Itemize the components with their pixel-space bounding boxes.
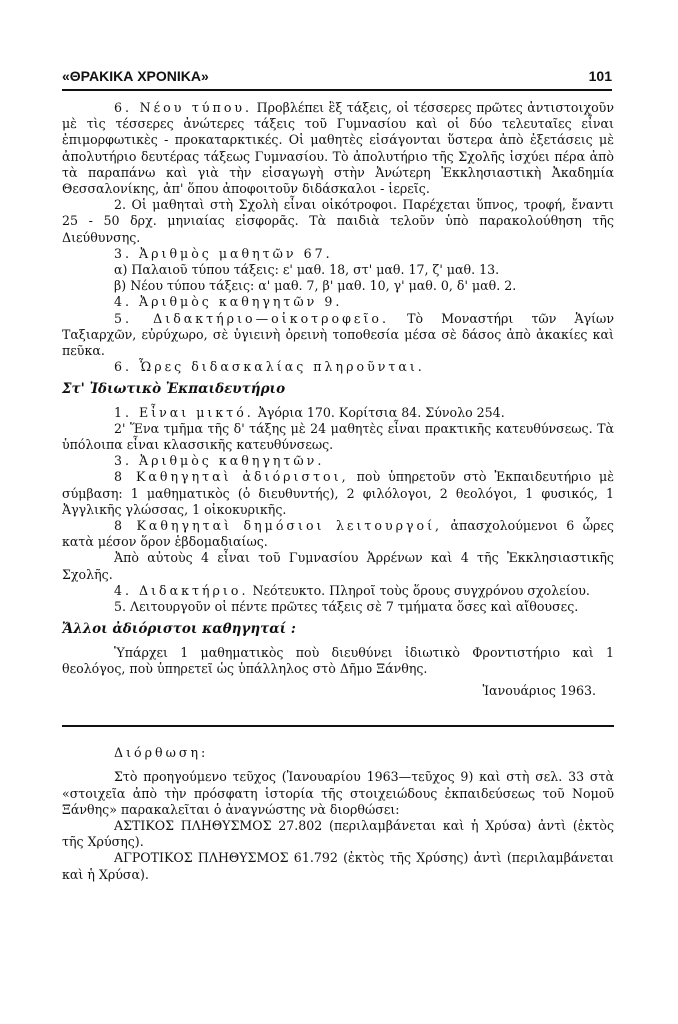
paragraph <box>62 100 614 197</box>
page-number: 101 <box>588 68 612 84</box>
paragraph: Ὑπάρχει 1 μαθηματικὸς ποὺ διευθύνει ἰδιωτικὸ Φροντιστήριο καὶ 1 θεολόγος, ποὺ ὑπηρετεῖ ὡς ὑπάλληλος στὸ Δῆμο Ξάνθης. <box>62 644 614 676</box>
paragraph-text: ἀπασχολούμενοι 6 ὧρες κατὰ μέσον ὅρον ἑβδομαδιαίως. <box>62 518 614 550</box>
paragraph <box>62 518 614 550</box>
item-label: 8 Καθηγηταὶ δημόσιοι λειτουργοί, <box>114 518 443 534</box>
paragraph-text: Νεότευκτο. Πληροῖ τοὺς ὅρους συγχρόνου σχολείου. <box>248 582 590 598</box>
item-label: 4. Διδακτήριο. <box>114 582 249 598</box>
paragraph-text: Τὸ Μοναστήρι τῶν Ἁγίων Ταξιαρχῶν, εὐρύχωρο, σὲ ὑγιεινὴ ὀρεινὴ τοποθεσία μέσα σὲ δάσος ἀπὸ ἀκακίες καὶ πεῦκα. <box>62 310 614 359</box>
paragraph-text: ποὺ ὑπηρετοῦν στὸ Ἐκπαιδευτήριο μὲ σύμβαση: 1 μαθηματικὸς (ὁ διευθυντής), 2 φιλόλογοι, 2 θεολόγοι, 1 φυσικός, 1 Ἀγγλικῆς γλώσσας, 1 οἰκοκυρικῆς. <box>62 469 614 517</box>
paragraph <box>62 583 614 599</box>
section-heading: Ἄλλοι ἀδιόριστοι καθηγηταί : <box>62 621 296 638</box>
paragraph: 3. Ἀριθμὸς μαθητῶν 67. <box>114 245 333 261</box>
header-rule <box>62 89 612 91</box>
date-line: Ἰανουάριος 1963. <box>482 682 596 698</box>
paragraph: ΑΓΡΟΤΙΚΟΣ ΠΛΗΘΥΣΜΟΣ 61.792 (ἐκτὸς τῆς Χρύσης) ἀντὶ (περιλαμβάνεται καὶ ἡ Χρύσα). <box>62 850 614 882</box>
item-label: 6. Νέου τύπου. <box>114 100 253 115</box>
item-label: 1. Εἶναι μικτό. <box>114 404 254 420</box>
page-header <box>62 68 612 84</box>
paragraph: ΑΣΤΙΚΟΣ ΠΛΗΘΥΣΜΟΣ 27.802 (περιλαμβάνεται καὶ ἡ Χρύσα) ἀντὶ (ἐκτὸς τῆς Χρύσης). <box>62 817 614 850</box>
paragraph-text: Ἀγόρια 170. Κορίτσια 84. Σύνολο 254. <box>253 404 505 420</box>
paragraph: β) Νέου τύπου τάξεις: α' μαθ. 7, β' μαθ. 10, γ' μαθ. 0, δ' μαθ. 2. <box>114 278 517 294</box>
paragraph <box>62 405 614 421</box>
paragraph: 5. Λειτουργοῦν οἱ πέντε πρῶτες τάξεις σὲ 7 τμήματα ὅσες καὶ αἴθουσες. <box>114 599 579 615</box>
paragraph: 2' Ἕνα τμῆμα τῆς δ' τάξης μὲ 24 μαθητὲς εἶναι πρακτικῆς κατευθύνσεως. Τὰ ὑπόλοιπα εἶναι κλασσικῆς κατευθύνσεως. <box>62 420 614 453</box>
item-label: 8 Καθηγηταὶ ἀδιόριστοι, <box>114 469 349 485</box>
paragraph-text: Προβλέπει ἓξ τάξεις, οἱ τέσσερες πρῶτες ἀντιστοιχοῦν μὲ τὶς τέσσερες ἀνώτερες τάξεις τοῦ Γυμνασίου καὶ οἱ δύο τελευταῖες εἶναι ἐπιμορφωτικὲς - προκαταρκτικές. Οἱ μαθητὲς εἰσάγονται ὕστερα ἀπὸ ἐξετάσεις μὲ ἀπολυτήριο δευτέρας τάξεως Γυμνασίου. Τὸ ἀπολυτήριο τῆς Σχολῆς ἰσχύει πέρα ἀπὸ τὰ παραπάνω καὶ γιὰ τὴν εἰσαγωγὴ στὴν Ἀνώτερη Ἐκκλησιαστικὴ Ἀκαδημία Θεσσαλονίκης, ἀπ' ὅπου ἀποφοιτοῦν διδάσκαλοι - ἱερεῖς. <box>62 100 614 197</box>
section-divider <box>62 725 614 727</box>
paragraph: 4. Ἀριθμὸς καθηγητῶν 9. <box>114 294 343 310</box>
document-body <box>62 100 614 883</box>
paragraph: Στὸ προηγούμενο τεῦχος (Ἰανουαρίου 1963—τεῦχος 9) καὶ στὴ σελ. 33 στὰ «στοιχεῖα ἀπὸ τὴν πρόσφατη ἱστορία τῆς στοιχειώδους ἐκπαιδεύσεως τοῦ Νομοῦ Ξάνθης» παρακαλεῖται ὁ ἀναγνώστης νὰ διορθώσει: <box>62 769 614 817</box>
paragraph <box>62 469 614 518</box>
paragraph: 2. Οἱ μαθηταὶ στὴ Σχολὴ εἶναι οἰκότροφοι. Παρέχεται ὕπνος, τροφή, ἔναντι 25 - 50 δρχ. μηνιαίας εἰσφορᾶς. Τὰ παιδιὰ τελοῦν ὑπὸ παρακολούθηση τῆς Διεύθυνσης. <box>62 197 614 245</box>
journal-title: «ΘΡΑΚΙΚΑ ΧΡΟΝΙΚΑ» <box>62 68 209 84</box>
paragraph <box>62 311 614 360</box>
correction-heading: Διόρθωση: <box>114 745 209 761</box>
section-heading: Στ' Ἰδιωτικὸ Ἐκπαιδευτήριο <box>62 381 286 398</box>
paragraph: α) Παλαιοῦ τύπου τάξεις: ε' μαθ. 18, στ' μαθ. 17, ζ' μαθ. 13. <box>114 262 500 278</box>
item-label: 5. Διδακτήριο—οἰκοτροφεῖο. <box>114 310 389 326</box>
paragraph: 6. Ὧρες διδασκαλίας πληροῦνται. <box>114 359 425 375</box>
paragraph: Ἀπὸ αὐτοὺς 4 εἶναι τοῦ Γυμνασίου Ἀρρένων καὶ 4 τῆς Ἐκκλησιαστικῆς Σχολῆς. <box>62 550 614 582</box>
paragraph: 3. Ἀριθμὸς καθηγητῶν. <box>114 453 325 469</box>
